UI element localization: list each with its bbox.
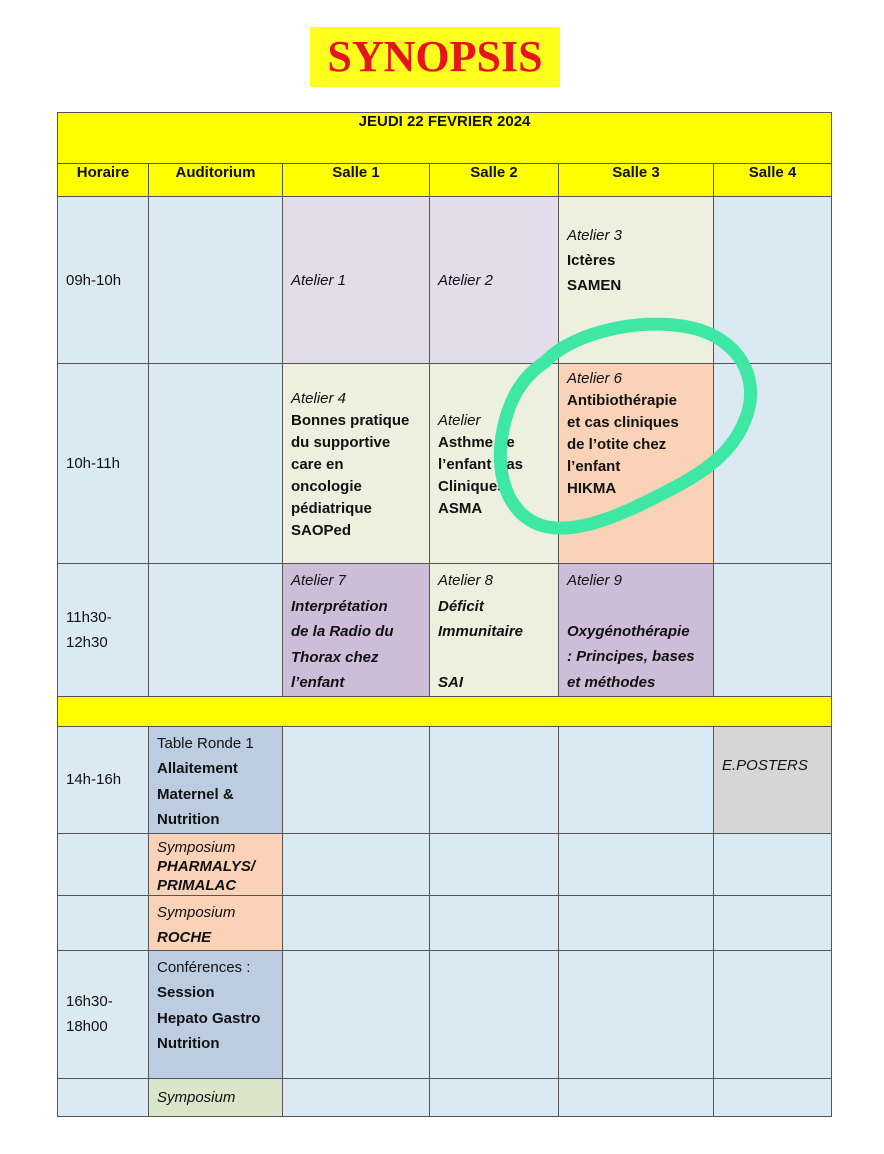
empty-cell <box>714 197 832 364</box>
atelier-sponsor: SAI <box>438 673 464 691</box>
session-cell <box>559 197 714 364</box>
atelier-label: Atelier <box>438 412 481 429</box>
atelier-label: Atelier 9 <box>567 572 623 589</box>
empty-cell <box>559 1078 714 1116</box>
session-title-line: Nutrition <box>157 1035 220 1052</box>
atelier-label: Atelier 3 <box>567 227 623 244</box>
atelier-title-line: Cliniques <box>438 478 506 495</box>
page-title: SYNOPSIS <box>310 27 560 87</box>
session-cell <box>149 726 283 833</box>
atelier-title-line: et méthodes <box>567 673 656 691</box>
slot-row-1000 <box>58 364 832 564</box>
empty-cell <box>714 833 832 895</box>
atelier-title-line: Thorax chez <box>291 648 379 666</box>
atelier-title-line: Interprétation <box>291 597 388 615</box>
empty-cell <box>430 950 559 1078</box>
schedule-table <box>57 112 832 1117</box>
empty-cell <box>149 564 283 697</box>
session-title-line: Maternel & <box>157 785 234 803</box>
session-title: ROCHE <box>157 928 212 946</box>
session-label: Table Ronde 1 <box>157 734 254 752</box>
atelier-title-line: pédiatrique <box>291 500 372 517</box>
atelier-label: Atelier 4 <box>291 390 347 407</box>
time-line: 18h00 <box>66 1018 108 1035</box>
slot-row-symposium-3 <box>58 1078 832 1116</box>
session-cell <box>149 895 283 950</box>
session-cell <box>283 197 430 364</box>
session-cell <box>559 564 714 697</box>
session-title-line: PHARMALYS/ <box>157 857 256 875</box>
date-row <box>58 113 832 164</box>
empty-cell <box>430 726 559 833</box>
session-label: Conférences : <box>157 958 251 976</box>
time-line: 12h30 <box>66 633 108 651</box>
atelier-title-line: l’enfant <box>291 674 345 691</box>
atelier-label: Atelier 2 <box>438 271 494 289</box>
empty-cell <box>149 364 283 564</box>
empty-cell <box>283 895 430 950</box>
empty-cell <box>714 895 832 950</box>
session-title-line: Allaitement <box>157 760 238 777</box>
slot-row-1130 <box>58 564 832 697</box>
date-heading: JEUDI 22 FEVRIER 2024 <box>58 113 832 164</box>
time-line: 11h30- <box>66 608 112 626</box>
atelier-sponsor: ASMA <box>438 500 483 517</box>
empty-cell <box>559 895 714 950</box>
slot-row-symposium-1 <box>58 833 832 895</box>
spacer <box>567 594 705 619</box>
slot-row-1400 <box>58 726 832 833</box>
atelier-sponsor: SAOPed <box>291 522 352 539</box>
session-title-line: PRIMALAC <box>157 876 237 894</box>
session-title-line: Hepato Gastro <box>157 1009 261 1027</box>
atelier-sponsor: SAMEN <box>567 277 622 294</box>
empty-cell <box>283 1078 430 1116</box>
time-cell <box>58 950 149 1078</box>
session-cell <box>430 197 559 364</box>
session-cell <box>149 833 283 895</box>
empty-cell <box>430 833 559 895</box>
atelier-title-line: l’enfant Cas <box>438 456 524 473</box>
empty-cell <box>714 564 832 697</box>
session-title-line: Session <box>157 984 215 1001</box>
session-cell-highlighted <box>559 364 714 564</box>
atelier-title-line: oncologie <box>291 478 362 495</box>
slot-row-1630 <box>58 950 832 1078</box>
empty-cell <box>430 895 559 950</box>
empty-cell <box>58 895 149 950</box>
session-cell <box>149 950 283 1078</box>
slot-row-symposium-2 <box>58 895 832 950</box>
empty-cell <box>283 833 430 895</box>
atelier-title-line: Antibiothérapie <box>567 392 678 409</box>
atelier-label: Atelier 8 <box>438 572 494 589</box>
atelier-title-line: : Principes, bases <box>567 648 695 665</box>
session-cell <box>283 364 430 564</box>
empty-cell <box>559 726 714 833</box>
session-label: Symposium <box>149 1078 283 1116</box>
header-auditorium: Auditorium <box>149 164 283 197</box>
time-cell: 10h-11h <box>58 364 149 564</box>
header-salle-1: Salle 1 <box>283 164 430 197</box>
atelier-label: Atelier 6 <box>567 370 623 387</box>
header-salle-2: Salle 2 <box>430 164 559 197</box>
atelier-sponsor: HIKMA <box>567 480 617 497</box>
atelier-title-line: care en <box>291 456 344 473</box>
empty-cell <box>58 1078 149 1116</box>
empty-cell <box>714 1078 832 1116</box>
session-title-line: Nutrition <box>157 811 220 828</box>
atelier-title-line: l’enfant <box>567 458 621 475</box>
empty-cell <box>283 726 430 833</box>
empty-cell <box>559 950 714 1078</box>
empty-cell <box>430 1078 559 1116</box>
empty-cell <box>149 197 283 364</box>
header-horaire: Horaire <box>58 164 149 197</box>
session-label: Symposium <box>157 838 236 856</box>
header-row <box>58 164 832 197</box>
atelier-title-line: de l’otite chez <box>567 436 667 453</box>
slot-row-0900 <box>58 197 832 364</box>
empty-cell <box>714 950 832 1078</box>
session-label: Symposium <box>157 903 236 921</box>
empty-cell <box>283 950 430 1078</box>
session-cell <box>283 564 430 697</box>
session-cell <box>714 726 832 833</box>
header-salle-4: Salle 4 <box>714 164 832 197</box>
atelier-title-line: Déficit <box>438 597 484 615</box>
atelier-label: Atelier 7 <box>291 572 347 589</box>
session-cell <box>430 364 559 564</box>
atelier-title-line: Oxygénothérapie <box>567 622 690 640</box>
atelier-title-line: et cas cliniques <box>567 414 679 431</box>
atelier-title-line: du supportive <box>291 434 391 451</box>
atelier-title-line: de la Radio du <box>291 623 394 640</box>
atelier-title-line: Immunitaire <box>438 623 524 640</box>
empty-cell <box>58 833 149 895</box>
break-row <box>58 696 832 726</box>
spacer <box>438 645 550 670</box>
session-cell <box>430 564 559 697</box>
time-cell: 14h-16h <box>58 726 149 833</box>
atelier-title-line: Bonnes pratique <box>291 412 410 429</box>
empty-cell <box>714 364 832 564</box>
empty-cell <box>559 833 714 895</box>
time-line: 16h30- <box>66 993 113 1010</box>
time-cell <box>58 564 149 697</box>
eposters-label: E.POSTERS <box>722 756 808 774</box>
header-salle-3: Salle 3 <box>559 164 714 197</box>
atelier-title: Ictères <box>567 252 616 269</box>
atelier-title-line: Asthme de <box>438 434 515 451</box>
atelier-label: Atelier 1 <box>291 271 347 289</box>
time-cell: 09h-10h <box>58 197 149 364</box>
break-bar <box>58 696 832 726</box>
